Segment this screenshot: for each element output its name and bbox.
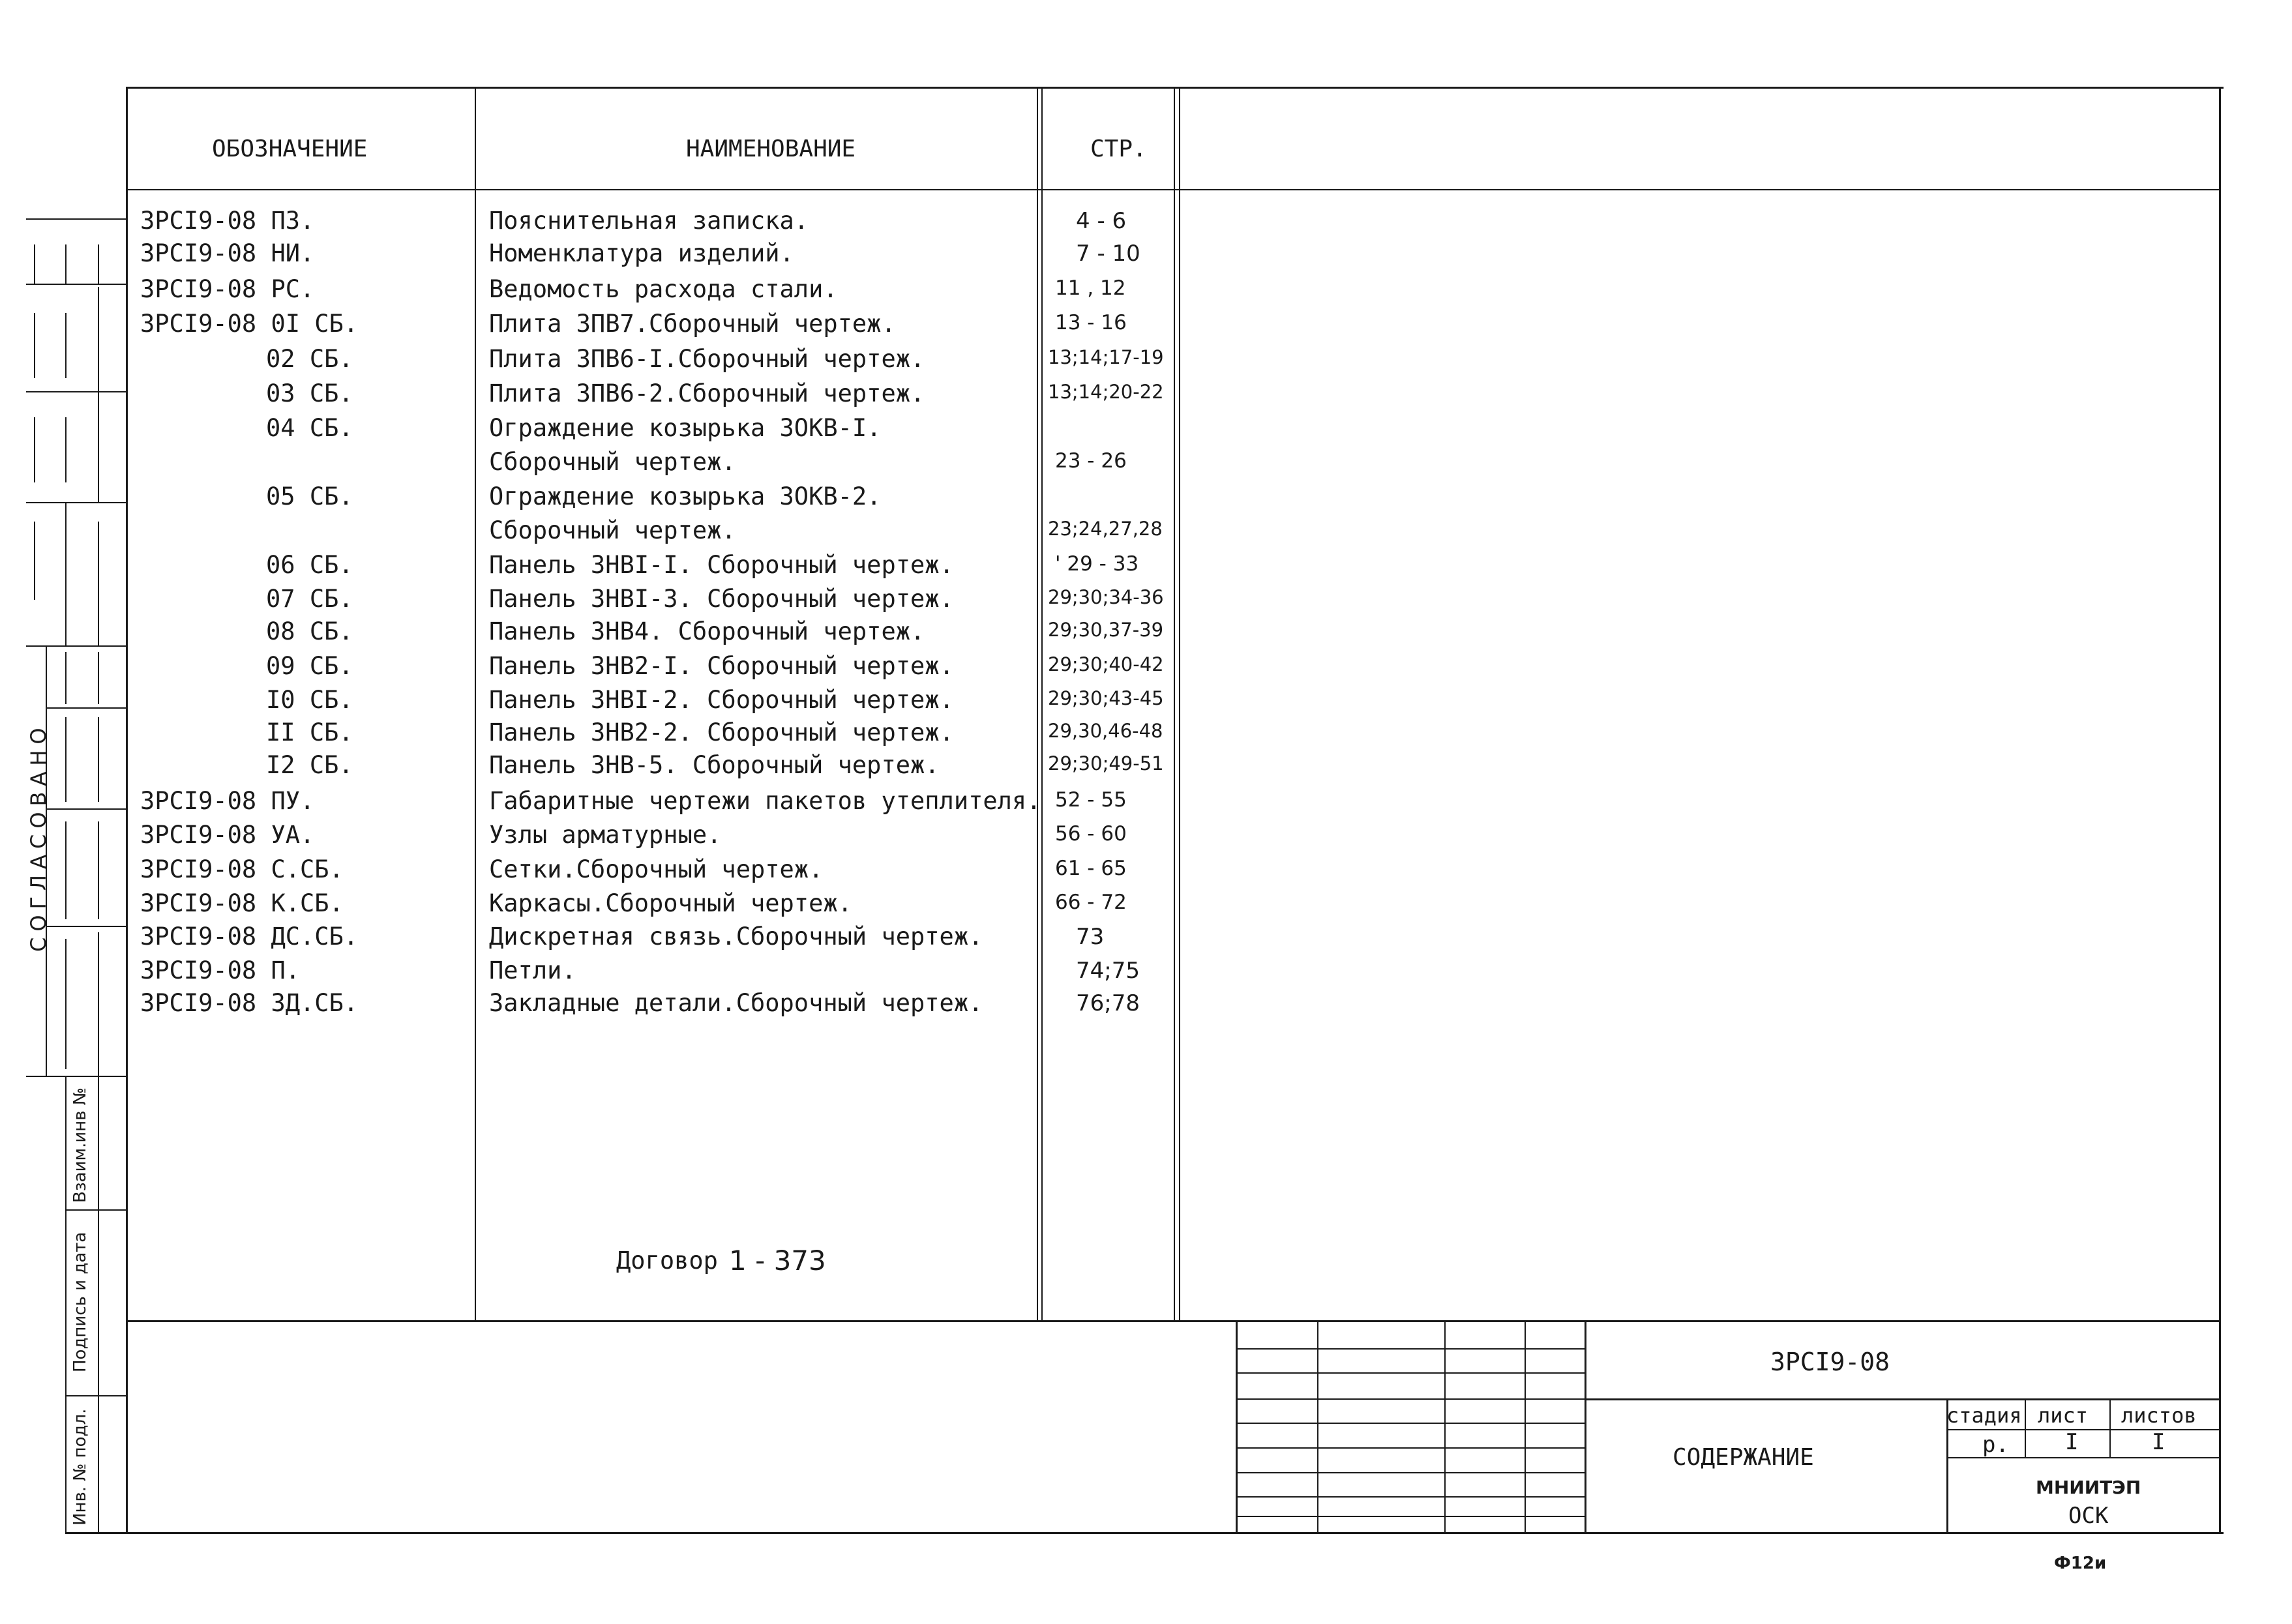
row-code: 3РСI9-08 ПУ.: [140, 787, 315, 815]
row-code: 3РСI9-08 К.СБ.: [140, 889, 344, 917]
stamp-sheet-label: лист: [2038, 1403, 2089, 1428]
row-page: 13 - 16: [1055, 311, 1127, 334]
row-name: Панель 3НВI-I. Сборочный чертеж.: [489, 551, 954, 579]
side-col-c: [98, 244, 99, 284]
row-name: Дискретная связь.Сборочный чертеж.: [489, 923, 983, 951]
contract-label: Договор: [616, 1247, 718, 1275]
side-col-b2: [65, 313, 67, 378]
row-code: 03 СБ.: [266, 379, 353, 407]
sign-date-label: Подпись и дата: [70, 1232, 90, 1372]
row-page: 29;30,37-39: [1048, 619, 1164, 641]
col-line-2: [1037, 87, 1038, 1322]
side-line-6: [46, 707, 126, 709]
stamp-sheets-label: листов: [2121, 1403, 2197, 1428]
row-page: 76;78: [1076, 990, 1140, 1016]
format-label: Ф12и: [2054, 1554, 2107, 1573]
col-line-1: [475, 87, 476, 1322]
stamp-row-6: [1236, 1472, 1585, 1473]
stamp-row-7: [1236, 1496, 1585, 1498]
side-col-c5: [98, 652, 99, 704]
side-col-b6: [65, 717, 67, 802]
side-line-9: [26, 1076, 126, 1077]
row-page: 11 , 12: [1055, 276, 1126, 300]
row-code: 02 СБ.: [266, 345, 353, 373]
side-top-line: [26, 218, 126, 220]
stamp-stage-value: р.: [1982, 1432, 2009, 1458]
row-code: 3РСI9-08 НИ.: [140, 239, 315, 267]
stamp-row-1: [1236, 1348, 1585, 1350]
side-col-c8: [98, 932, 99, 1076]
inv-col-left: [65, 1076, 67, 1534]
side-col-b: [65, 244, 67, 284]
row-name: Сборочный чертеж.: [489, 448, 736, 476]
side-line-7: [46, 808, 126, 810]
side-col-a4: [34, 522, 35, 600]
side-line-3: [26, 391, 126, 392]
row-name: Номенклатура изделий.: [489, 239, 794, 267]
row-code: 3РСI9-08 П.: [140, 956, 301, 984]
row-page: 73: [1076, 924, 1105, 950]
row-name: Панель 3НВI-3. Сборочный чертеж.: [489, 585, 954, 613]
stamp-org-2: ОСК: [2068, 1503, 2109, 1529]
stamp-row-5: [1236, 1447, 1585, 1449]
row-page: 23 - 26: [1055, 449, 1127, 473]
agreed-label: СОГЛАСОВАНО: [26, 722, 51, 952]
inv-col-mid: [98, 1076, 99, 1534]
row-name: Сетки.Сборочный чертеж.: [489, 855, 824, 883]
row-name: Панель 3НВI-2. Сборочный чертеж.: [489, 686, 954, 714]
row-code: 06 СБ.: [266, 551, 353, 579]
row-page: 29,30,46-48: [1048, 720, 1163, 742]
side-col-a: [34, 244, 35, 284]
side-line-2: [26, 284, 126, 285]
row-name: Панель 3НВ2-2. Сборочный чертеж.: [489, 718, 954, 746]
stamp-info-col-2: [2109, 1398, 2111, 1457]
header-name: НАИМЕНОВАНИЕ: [686, 136, 856, 162]
stamp-info-col-1: [2025, 1398, 2026, 1457]
header-divider: [126, 189, 2219, 190]
row-page: 4 - 6: [1076, 208, 1127, 234]
row-code: 3РСI9-08 С.СБ.: [140, 855, 344, 883]
table-bottom-line: [126, 1320, 2219, 1322]
row-name: Габаритные чертежи пакетов утеплителя.: [489, 787, 1041, 815]
col-line-5: [1179, 87, 1180, 1322]
row-page: 61 - 65: [1055, 857, 1127, 880]
row-name: Закладные детали.Сборочный чертеж.: [489, 989, 983, 1017]
row-code: I0 СБ.: [266, 686, 353, 714]
row-page: 29;30;34-36: [1048, 586, 1164, 608]
side-line-5: [26, 645, 126, 647]
inv-line-1: [65, 1209, 126, 1211]
row-name: Сборочный чертеж.: [489, 516, 736, 544]
row-name: Петли.: [489, 956, 576, 984]
row-name: Плита 3ПВ6-2.Сборочный чертеж.: [489, 379, 925, 407]
side-col-c3: [98, 391, 99, 502]
row-code: 05 СБ.: [266, 482, 353, 510]
row-code: 3РСI9-08 ЗД.СБ.: [140, 989, 359, 1017]
row-page: 7 - 10: [1076, 241, 1140, 267]
side-col-a2: [34, 313, 35, 378]
side-col-c7: [98, 821, 99, 919]
row-code: 3РСI9-08 ПЗ.: [140, 207, 315, 235]
row-name: Плита 3ПВ7.Сборочный чертеж.: [489, 310, 896, 338]
stamp-info-row-1: [1946, 1429, 2219, 1430]
header-page: СТР.: [1090, 136, 1147, 162]
stamp-left-line: [1236, 1320, 1238, 1534]
row-code: 3РСI9-08 ДС.СБ.: [140, 923, 359, 951]
row-code: 3РСI9-08 0I СБ.: [140, 310, 359, 338]
row-code: 3РСI9-08 УА.: [140, 821, 315, 849]
stamp-code: 3РСI9-08: [1770, 1348, 1890, 1376]
inv-replace-label: Взаим.инв №: [70, 1087, 90, 1203]
stamp-sheets-value: I: [2152, 1429, 2165, 1455]
row-name: Каркасы.Сборочный чертеж.: [489, 889, 852, 917]
side-col-c6: [98, 717, 99, 802]
side-col-a3: [34, 417, 35, 482]
frame-bottom-line: [65, 1532, 2224, 1534]
row-name: Панель 3НВ-5. Сборочный чертеж.: [489, 751, 940, 779]
side-col-b8: [65, 939, 67, 1069]
row-code: 09 СБ.: [266, 652, 353, 680]
stamp-col-3: [1525, 1320, 1526, 1534]
side-line-8: [46, 926, 126, 927]
header-designation: ОБОЗНАЧЕНИЕ: [212, 136, 368, 162]
col-line-4: [1174, 87, 1175, 1322]
row-name: Ограждение козырька 3ОКВ-I.: [489, 414, 882, 442]
row-page: ' 29 - 33: [1055, 552, 1139, 576]
stamp-org-1: МНИИТЭП: [2036, 1477, 2141, 1498]
row-page: 52 - 55: [1055, 788, 1127, 812]
stamp-sheet-value: I: [2065, 1429, 2079, 1455]
stamp-col-1: [1317, 1320, 1318, 1534]
row-code: 3РСI9-08 РС.: [140, 275, 315, 303]
row-code: 07 СБ.: [266, 585, 353, 613]
stamp-code-divider: [1585, 1398, 2219, 1400]
row-page: 74;75: [1076, 958, 1140, 984]
row-name: Ограждение козырька 3ОКВ-2.: [489, 482, 882, 510]
row-page: 56 - 60: [1055, 822, 1127, 846]
row-name: Узлы арматурные.: [489, 821, 722, 849]
row-code: II СБ.: [266, 718, 353, 746]
row-code: 04 СБ.: [266, 414, 353, 442]
stamp-row-2: [1236, 1372, 1585, 1374]
stamp-col-2: [1444, 1320, 1446, 1534]
row-name: Панель 3НВ2-I. Сборочный чертеж.: [489, 652, 954, 680]
side-col-c2: [98, 287, 99, 391]
side-col-b5: [65, 652, 67, 704]
row-page: 66 - 72: [1055, 891, 1127, 914]
row-page: 29;30;43-45: [1048, 687, 1164, 709]
frame-right-line: [2219, 87, 2221, 1534]
inv-orig-label: Инв. № подл.: [70, 1408, 90, 1526]
row-page: 13;14;20-22: [1048, 381, 1164, 403]
contract-number: 1 - 373: [729, 1245, 826, 1277]
col-line-3: [1041, 87, 1043, 1322]
side-col-b3: [65, 417, 67, 482]
stamp-stage-label: стадия: [1946, 1403, 2022, 1428]
row-page: 23;24,27,28: [1048, 518, 1163, 540]
side-line-4: [26, 502, 126, 503]
row-code: I2 СБ.: [266, 751, 353, 779]
stamp-row-8: [1236, 1516, 1585, 1517]
side-col-c4: [98, 522, 99, 645]
row-page: 29;30;40-42: [1048, 653, 1164, 675]
inv-line-2: [65, 1395, 126, 1396]
row-name: Панель 3НВ4. Сборочный чертеж.: [489, 617, 925, 645]
stamp-row-4: [1236, 1423, 1585, 1424]
side-col-b7: [65, 821, 67, 919]
row-name: Пояснительная записка.: [489, 207, 809, 235]
frame-left-line: [126, 87, 128, 1534]
stamp-row-3: [1236, 1398, 1585, 1400]
row-name: Плита 3ПВ6-I.Сборочный чертеж.: [489, 345, 925, 373]
row-page: 13;14;17-19: [1048, 346, 1164, 368]
row-page: 29;30;49-51: [1048, 752, 1164, 775]
side-col-b4: [65, 502, 67, 645]
row-name: Ведомость расхода стали.: [489, 275, 838, 303]
row-code: 08 СБ.: [266, 617, 353, 645]
stamp-col-4: [1585, 1320, 1586, 1534]
stamp-title: СОДЕРЖАНИЕ: [1673, 1444, 1814, 1471]
